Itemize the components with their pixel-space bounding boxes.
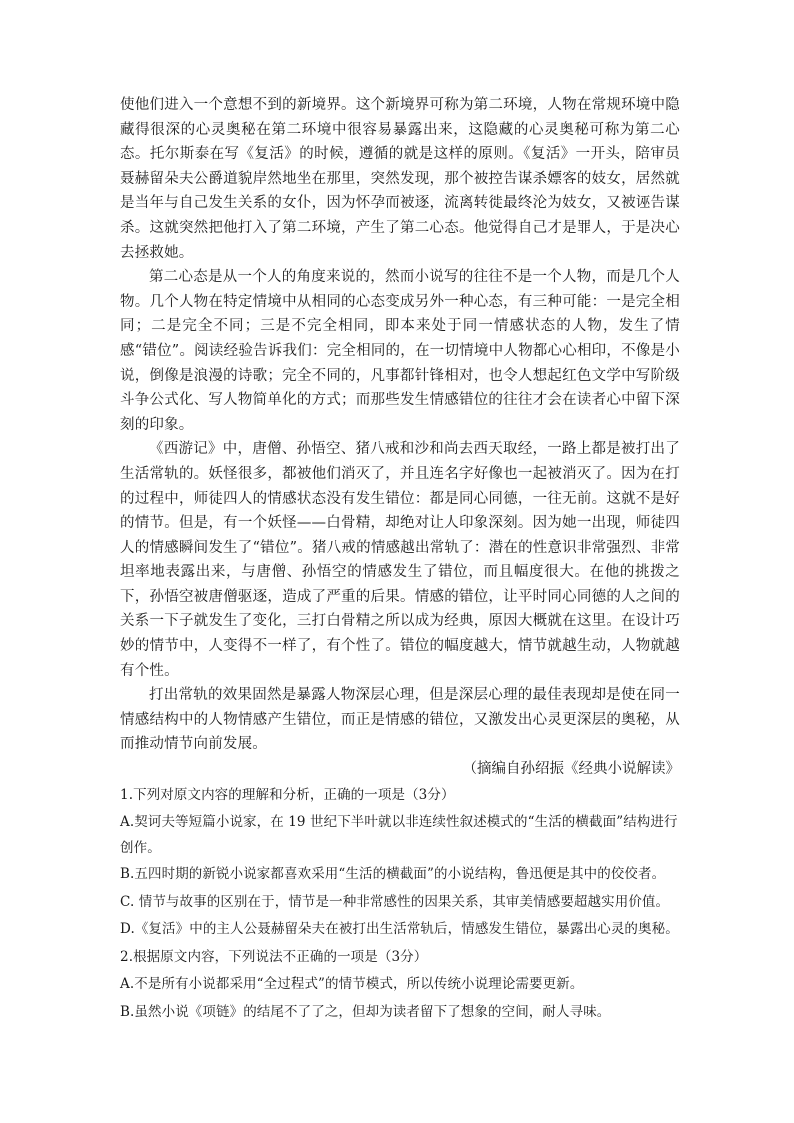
passage-paragraph-4: 打出常轨的效果固然是暴露人物深层心理，但是深层心理的最佳表现却是使在同一情感结构中的人物情感产生错位，而正是情感的错位，又激发出心灵更深层的奥秘，从而推动情节向前发展。: [120, 687, 680, 753]
passage-source: （摘编自孙绍振《经典小说解读》: [462, 761, 680, 778]
question-2-stem: 2.根据原文内容，下列说法不正确的一项是（3分）: [120, 948, 428, 965]
question-2-option-a: A.不是所有小说都采用“全过程式”的情节模式，所以传统小说理论需要更新。: [120, 976, 584, 993]
question-1-option-a: A.契诃夫等短篇小说家，在 19 世纪下半叶就以非连续性叙述模式的“生活的横截面”结构进行创作。: [120, 814, 678, 857]
question-2-option-b: B.虽然小说《项链》的结尾不了了之，但却为读者留下了想象的空间，耐人寻味。: [120, 1003, 611, 1020]
passage-paragraph-2: 第二心态是从一个人的角度来说的，然而小说写的往往不是一个人物，而是几个人物。几个人物在特定情境中从相同的心态变成另外一种心态，有三种可能：一是完全相同；二是完全不同；三是不完全相同，即本来处于同一情感状态的人物，发生了情感“错位”。阅读经验告诉我们：完全相同的，在一切情境中人物都心心相印，不像是小说，倒像是浪漫的诗歌；完全不同的，凡事都针锋相对，也令人想起红色文学中写阶级斗争公式化、写人物简单化的方式；而那些发生情感错位的往往才会在读者心中留下深刻的印象。: [120, 269, 680, 433]
passage-paragraph-1: 使他们进入一个意想不到的新境界。这个新境界可称为第二环境，人物在常规环境中隐藏得很深的心灵奥秘在第二环境中很容易暴露出来，这隐藏的心灵奥秘可称为第二心态。托尔斯泰在写《复活》的时候，遵循的就是这样的原则。《复活》一开头，陪审员聂赫留朵夫公爵道貌岸然地坐在那里，突然发现，那个被控告谋杀嫖客的妓女，居然就是当年与自己发生关系的女仆，因为怀孕而被逐，流离转徙最终沦为妓女，又被诬告谋杀。这就突然把他打入了第二环境，产生了第二心态。他觉得自己才是罪人，于是决心去拯救她。: [120, 97, 680, 261]
question-1-option-d: D.《复活》中的主人公聂赫留朵夫在被打出生活常轨后，情感发生错位，暴露出心灵的奥秘。: [120, 921, 679, 938]
question-1-stem: 1.下列对原文内容的理解和分析，正确的一项是（3分）: [120, 786, 455, 803]
document-page: [120, 93, 680, 1026]
questions-section: [120, 782, 680, 1027]
question-1-option-b: B.五四时期的新锐小说家都喜欢采用“生活的横截面”的小说结构，鲁迅便是其中的佼佼者。: [120, 866, 666, 883]
question-1-option-c: C. 情节与故事的区别在于，情节是一种非常感性的因果关系，其审美情感要超越实用价值。: [120, 893, 670, 910]
passage-paragraph-3: 《西游记》中，唐僧、孙悟空、猪八戒和沙和尚去西天取经，一路上都是被打出了生活常轨的。妖怪很多，都被他们消灭了，并且连名字好像也一起被消灭了。因为在打的过程中，师徒四人的情感状态没有发生错位：都是同心同德，一往无前。这就不是好的情节。但是，有一个妖怪——白骨精，却绝对让人印象深刻。因为她一出现，师徒四人的情感瞬间发生了“错位”。猪八戒的情感越出常轨了：潜在的性意识非常强烈、非常坦率地表露出来，与唐僧、孙悟空的情感发生了错位，而且幅度很大。在他的挑拨之下，孙悟空被唐僧驱逐，造成了严重的后果。情感的错位，让平时同心同德的人之间的关系一下子就发生了变化，三打白骨精之所以成为经典，原因大概就在这里。在设计巧妙的情节中，人变得不一样了，有个性了。错位的幅度越大，情节就越生动，人物就越有个性。: [120, 441, 680, 679]
